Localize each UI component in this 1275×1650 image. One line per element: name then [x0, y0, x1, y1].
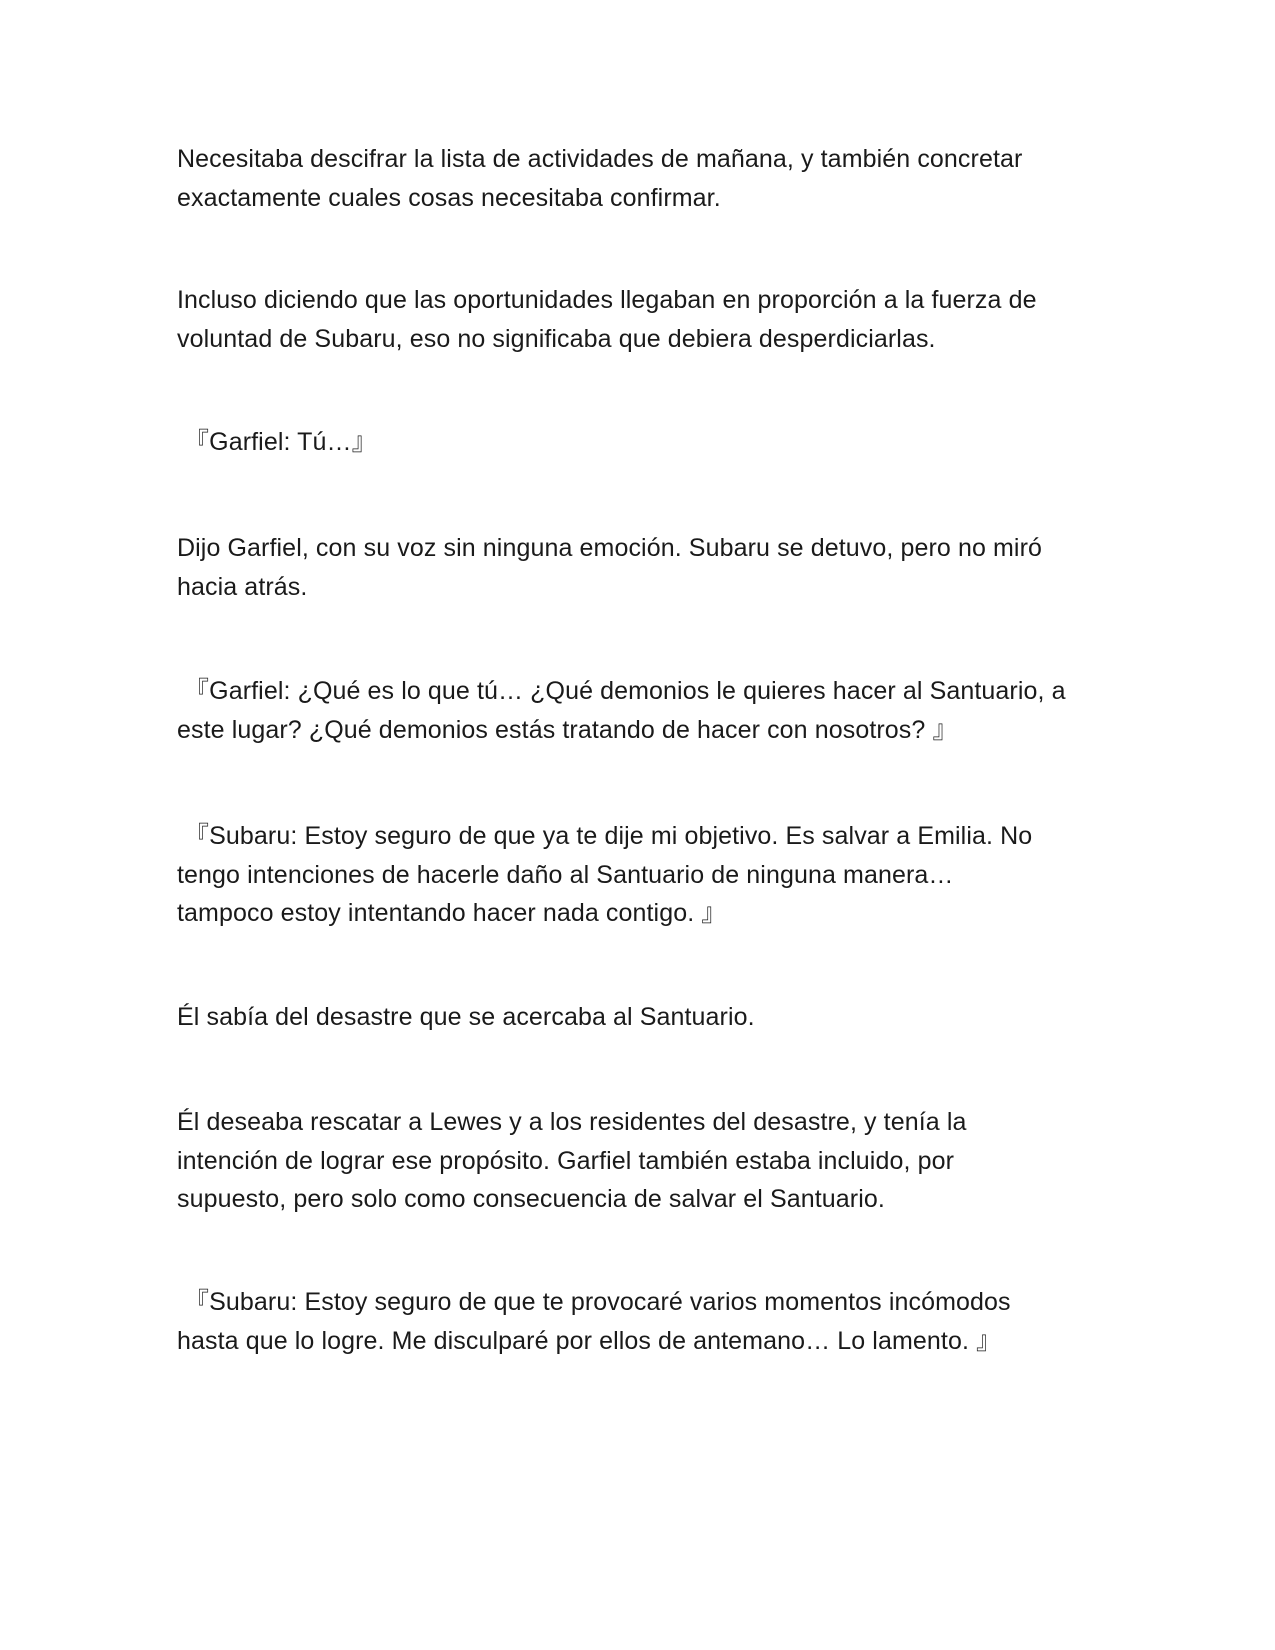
paragraph-2: Incluso diciendo que las oportunidades llegaban en proporción a la fuerza de voluntad de Subaru, eso no significaba que debiera desperdiciarlas. — [177, 286, 1037, 353]
dialogue-garfiel-2: 『Garfiel: ¿Qué es lo que tú… ¿Qué demonios le quieres hacer al Santuario, a este lugar? ¿Qué demonios estás tratando de hacer con nosotros? 』 — [177, 677, 1066, 744]
dialogue-subaru-2: 『Subaru: Estoy seguro de que te provocaré varios momentos incómodos hasta que lo logre. Me disculparé por ellos de antemano… Lo lamento. 』 — [177, 1288, 1011, 1355]
dialogue-subaru-1: 『Subaru: Estoy seguro de que ya te dije mi objetivo. Es salvar a Emilia. No tengo intenciones de hacerle daño al Santuario de ninguna manera… tampoco estoy intentando hacer nada contigo. 』 — [177, 822, 1033, 927]
paragraph-1: Necesitaba descifrar la lista de actividades de mañana, y también concretar exactamente cuales cosas necesitaba confirmar. — [177, 145, 1023, 212]
paragraph-4: Él sabía del desastre que se acercaba al Santuario. — [177, 1003, 755, 1031]
paragraph-3: Dijo Garfiel, con su voz sin ninguna emoción. Subaru se detuvo, pero no miró hacia atrás. — [177, 534, 1043, 601]
paragraph-5: Él deseaba rescatar a Lewes y a los residentes del desastre, y tenía la intención de lograr ese propósito. Garfiel también estaba incluido, por supuesto, pero solo como consecuencia de salvar el Santuario. — [177, 1108, 967, 1213]
dialogue-garfiel-1: 『Garfiel: Tú…』 — [177, 428, 377, 456]
